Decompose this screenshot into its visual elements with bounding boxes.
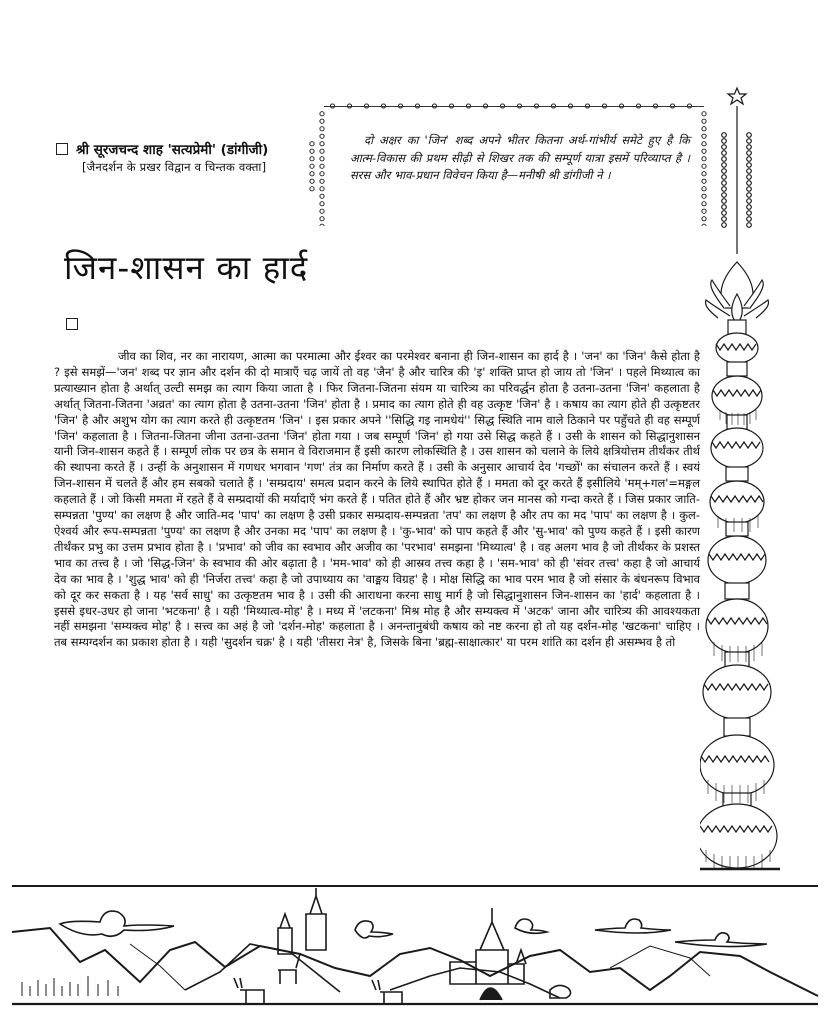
square-bullet-icon bbox=[66, 318, 78, 330]
square-bullet-icon bbox=[56, 143, 68, 155]
author-block bbox=[56, 140, 326, 175]
kalash-pillar-illustration bbox=[700, 80, 828, 880]
article-body bbox=[54, 349, 700, 651]
body-paragraph: जीव का शिव, नर का नारायण, आत्मा का परमात्मा और ईश्वर का परमेश्वर बनाना ही जिन-शासन का हार्द है । 'जन' का 'जिन' कैसे होता है ? इसे समझें—'जन' शब्द पर ज्ञान और दर्शन की दो मात्राएँ चढ़ जायें तो वह 'जैन' है और चारित्र की 'इ' शक्ति प्राप्त हो जाय तो 'जिन' । पहले मिथ्यात्व का प्रत्याख्यान होता है अर्थात् उल्टी समझ का त्याग किया जाता है । फिर जितना-जितना संयम या चारित्र्य का परिवर्द्धन होता है उतना-उतना 'जिन' कहलाता है अर्थात् जितना-जितना 'अव्रत' का त्याग होता है उतना-उतना 'जिन' होता है । प्रमाद का त्याग होते ही वह उत्कृष्ट 'जिन' है । कषाय का त्याग होते ही उत्कृष्टतर 'जिन' है और अशुभ योग का त्याग करते ही उत्कृष्टतम 'जिन' । इस प्रकार अपने ''सिद्धि गइ नामधेयं'' सिद्ध स्थिति नाम वाले ठिकाने पर पहुँचते ही वह सम्पूर्ण 'जिन' कहलाता है । जितना-जितना जीना उतना-उतना 'जिन' होता गया । जब सम्पूर्ण 'जिन' हो गया उसे सिद्ध कहते हैं । उसी के शासन को सिद्धानुशासन यानी जिन-शासन कहते हैं । सम्पूर्ण लोक पर छत्र के समान वे विराजमान हैं इसी कारण लोकस्थिति है । उस शासन को चलाने के लिये क्षत्रियोत्तम तीर्थंकर तीर्थ की स्थापना करते हैं । उन्हीं के अनुशासन में गणधर भगवान 'गण' तंत्र का निर्माण करते हैं । उसी के अनुसार आचार्य देव 'गच्छों' का संचालन करते हैं । स्वयं जिन-शासन में चलते हैं और हम सबको चलाते हैं । 'सम्प्रदाय' समत्व प्रदान करने के लिये स्थापित होते हैं । ममता को दूर करते हैं इसीलिये 'मम्+गल'=मङ्गल कहलाते हैं । जो किसी ममता में रहते हैं वे सम्प्रदायों की मर्यादाएँ भंग करते हैं । पतित होते हैं और भ्रष्ट होकर जन मानस को गन्दा करते हैं । जिस प्रकार जाति-सम्पन्नता 'पुण्य' का लक्षण है और जाति-मद 'पाप' का लक्षण है उसी प्रकार सम्प्रदाय-सम्पन्नता 'तप' का लक्षण है और तप का मद 'पाप' का लक्षण है । कुल-ऐश्वर्य और रूप-सम्पन्नता 'पुण्य' का लक्षण है और उनका मद 'पाप' का लक्षण है । 'कु-भाव' को पाप कहते हैं और 'सु-भाव' को पुण्य कहते हैं । इसी कारण तीर्थंकर प्रभु का उत्तम प्रभाव होता है । 'प्रभाव' को जीव का स्वभाव और अजीव का 'परभाव' समझना 'मिथ्यात्व' है । वह अलग भाव है जो तीर्थंकर के प्रशस्त भाव का तत्त्व है । जो 'सिद्ध-जिन' के स्वभाव की ओर बढ़ाता है । 'मम-भाव' को ही आस्रव तत्त्व कहा है । 'सम-भाव' को ही 'संवर तत्त्व' कहा है जो आचार्य देव का भाव है । 'शुद्ध भाव' को ही 'निर्जरा तत्त्व' कहा है जो उपाध्याय का 'वाङ्मय विग्रह' है । मोक्ष सिद्धि का भाव परम भाव है जो संसार के बंधनरूप विभाव को दूर कर सकता है । यह 'सर्व साधु' का उत्कृष्टतम भाव है । उसी की आराधना करना साधु मार्ग है जो सिद्धानुशासन जिन-शासन का 'हार्द' कहलाता है । इससे इधर-उधर हो जाना 'भटकना' है । यही 'मिथ्यात्व-मोह' है । मध्य में 'लटकना' मिश्र मोह है और सम्यक्त्व में 'अटक' जाना और चारित्र्य की आवश्यकता नहीं समझना 'सम्यक्त्व मोह' है । सत्त्व का अहं है जो 'दर्शन-मोह' कहलाता है । अनन्तानुबंधी कषाय को नष्ट करना हो तो यह दर्शन-मोह 'खटकना' चाहिए । तब सम्यग्दर्शन का प्रकाश होता है । यही 'सुदर्शन चक्र' है । यही 'तीसरा नेत्र' है, जिसके बिना 'ब्रह्म-साक्षात्कार' या परम शांति का दर्शन ही असम्भव है तो bbox=[54, 349, 700, 650]
mountain-temple-landscape-illustration bbox=[10, 872, 820, 1012]
intro-text: दो अक्षर का 'जिन' शब्द अपने भीतर कितना अर्थ-गांभीर्य समेटे हुए है कि आत्म-विकास की प्रथम सीढ़ी से शिखर तक की सम्पूर्ण यात्रा इसमें परिव्याप्त है । सरस और भाव-प्रधान विवेचन किया है—मनीषी श्री डांगीजी ने । bbox=[350, 133, 690, 182]
bead-border-top bbox=[324, 103, 704, 109]
star-icon bbox=[728, 88, 746, 104]
author-description: [जैनदर्शन के प्रखर विद्वान व चिन्तक वक्ता] bbox=[82, 160, 267, 174]
author-name: श्री सूरजचन्द शाह 'सत्यप्रेमी' (डांगीजी) bbox=[76, 142, 269, 158]
article-title: जिन-शासन का हार्द bbox=[64, 248, 309, 287]
intro-box bbox=[320, 104, 710, 226]
bead-divider bbox=[309, 140, 315, 192]
bead-border-left bbox=[319, 110, 325, 226]
